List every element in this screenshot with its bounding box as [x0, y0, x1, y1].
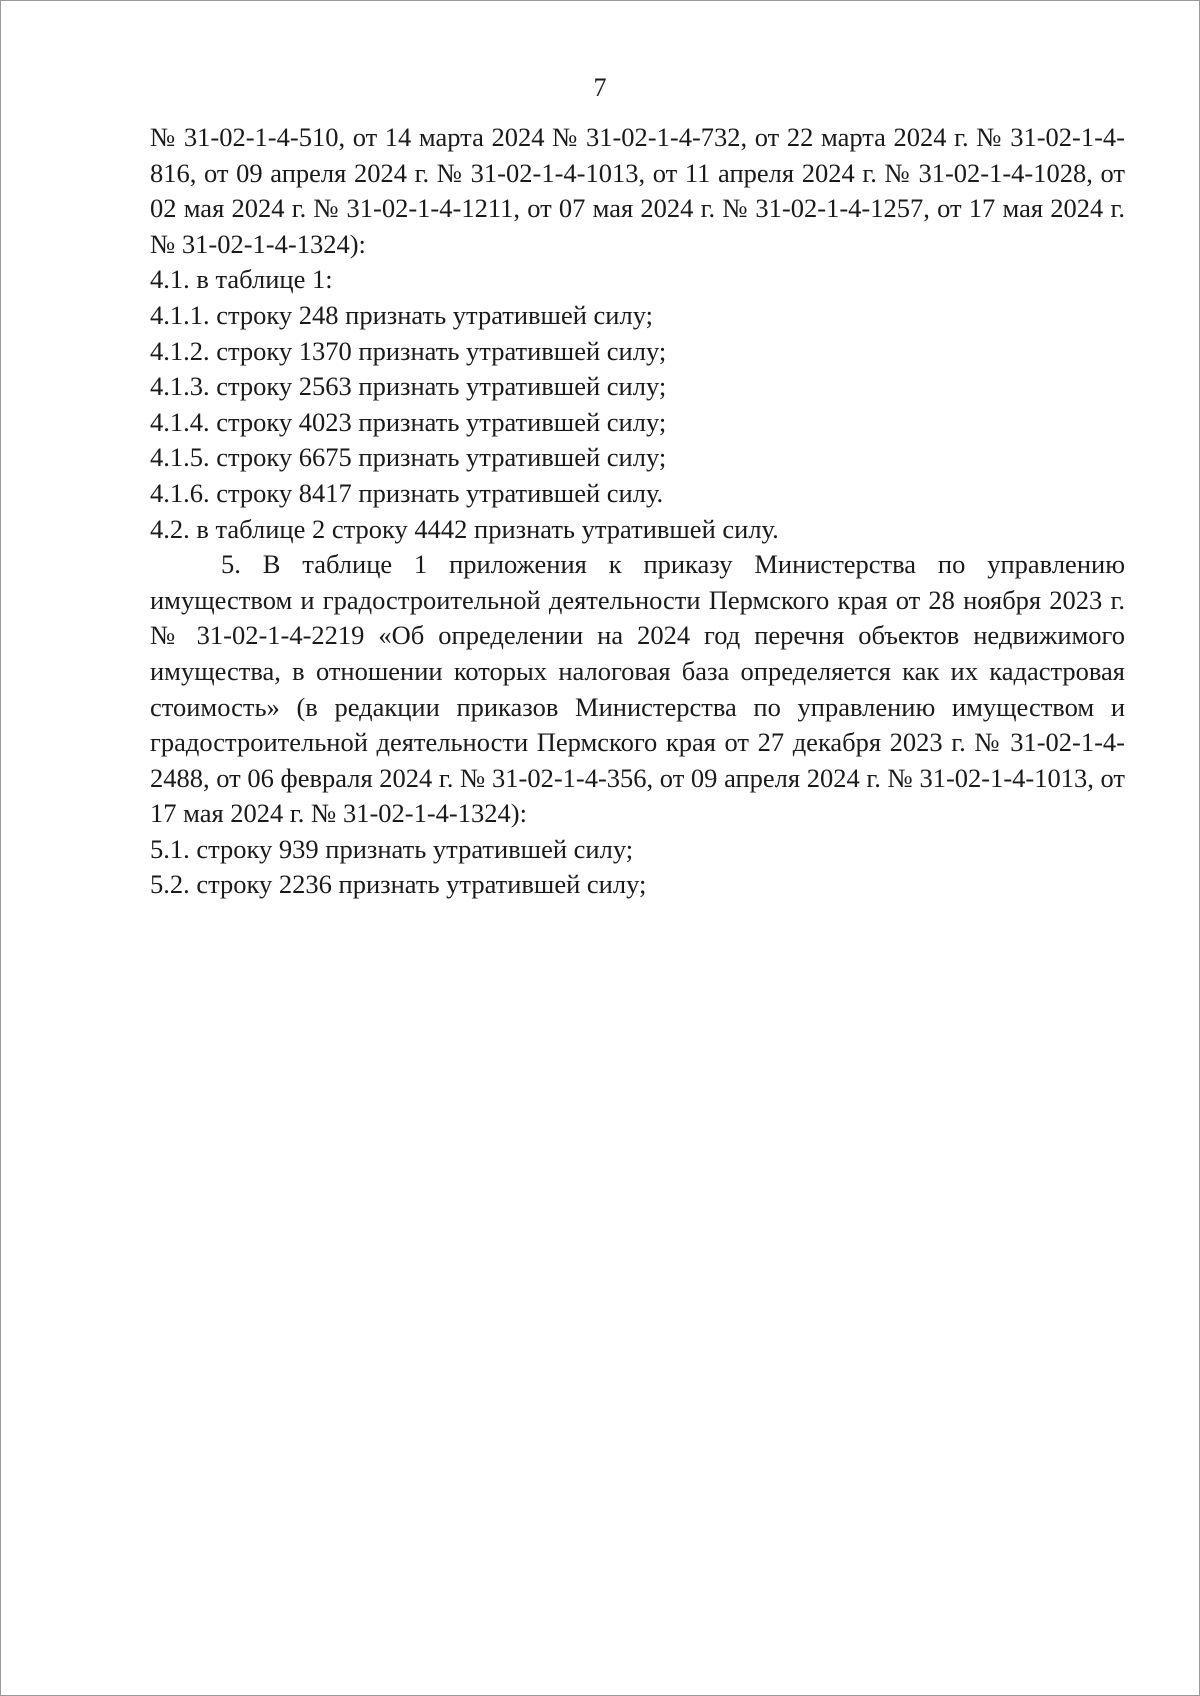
paragraph-item-4-1-1: 4.1.1. строку 248 признать утратившей силу; [150, 299, 653, 330]
paragraph-item-5-2: 5.2. строку 2236 признать утратившей силу; [150, 869, 647, 900]
paragraph-item-5: 5. В таблице 1 приложения к приказу Министерства по управлению имуществом и градостроительной деятельности Пермского края от 28 ноября 2023 г. № 31-02-1-4-2219 «Об определении на 2024 год перечня объектов недвижимого имущества, в отношении которых налоговая база определяется как их кадастровая стоимость» (в редакции приказов Министерства по управлению имуществом и градостроительной деятельности Пермского края от 27 декабря 2023 г. № 31-02-1-4-2488, от 06 февраля 2024 г. № 31-02-1-4-356, от 09 апреля 2024 г. № 31-02-1-4-1013, от 17 мая 2024 г. № 31-02-1-4-1324): [150, 549, 1125, 829]
paragraph-item-4-1-6: 4.1.6. строку 8417 признать утратившей силу. [150, 477, 664, 508]
paragraph-item-5-1: 5.1. строку 939 признать утратившей силу; [150, 833, 634, 864]
paragraph-item-4-1-5: 4.1.5. строку 6675 признать утратившей силу; [150, 442, 667, 473]
paragraph-item-4-1-4: 4.1.4. строку 4023 признать утратившей силу; [150, 406, 667, 437]
paragraph-item-4-1-2: 4.1.2. строку 1370 признать утратившей силу; [150, 335, 667, 366]
paragraph-item-4-2: 4.2. в таблице 2 строку 4442 признать утратившей силу. [150, 513, 779, 544]
paragraph-item-4-1: 4.1. в таблице 1: [150, 264, 333, 295]
paragraph-continuation: № 31-02-1-4-510, от 14 марта 2024 № 31-02-1-4-732, от 22 марта 2024 г. № 31-02-1-4-816, от 09 апреля 2024 г. № 31-02-1-4-1013, от 11 апреля 2024 г. № 31-02-1-4-1028, от 02 мая 2024 г. № 31-02-1-4-1211, от 07 мая 2024 г. № 31-02-1-4-1257, от 17 мая 2024 г. № 31-02-1-4-1324): [150, 122, 1125, 259]
paragraph-item-4-1-3: 4.1.3. строку 2563 признать утратившей силу; [150, 371, 667, 402]
document-body [150, 120, 1125, 903]
page-number: 7 [593, 73, 607, 102]
